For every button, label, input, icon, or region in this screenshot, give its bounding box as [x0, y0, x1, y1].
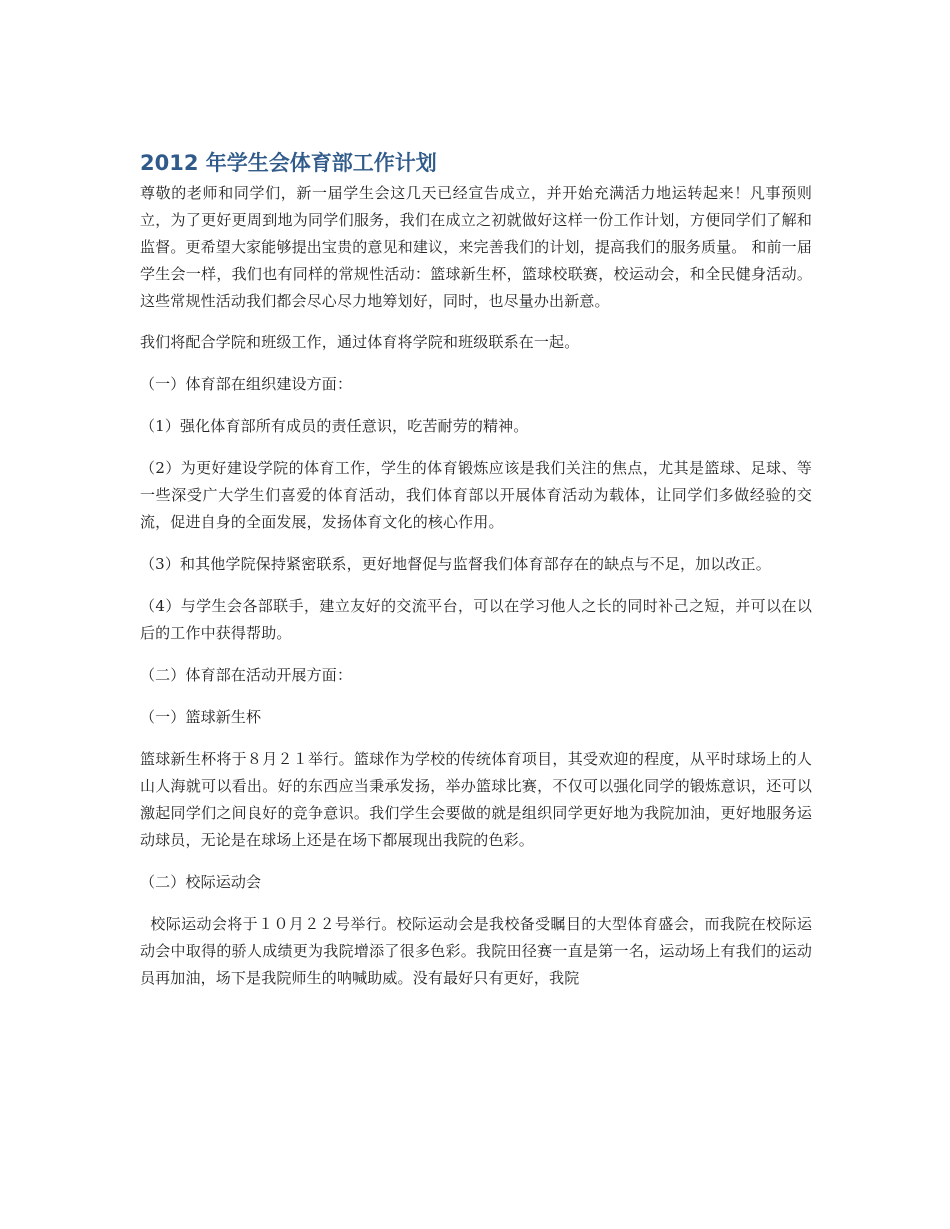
document-page — [140, 148, 812, 1007]
heading-activities: （二）体育部在活动开展方面： — [140, 666, 353, 684]
paragraph-item-1: （1）强化体育部所有成员的责任意识，吃苦耐劳的精神。 — [140, 417, 529, 435]
subheading-sports-meet: （二）校际运动会 — [140, 873, 262, 891]
paragraph-basketball-cup: 篮球新生杯将于８月２１举行。篮球作为学校的传统体育项目，其受欢迎的程度，从平时球场上的人山人海就可以看出。好的东西应当秉承发扬，举办篮球比赛，不仅可以强化同学的锻炼意识，还可以激起同学们之间良好的竞争意识。我们学生会要做的就是组织同学更好地为我院加油，更好地服务运动球员，无论是在球场上还是在场下都展现出我院的色彩。 — [140, 750, 812, 849]
paragraph-sports-meet: 校际运动会将于１０月２２号举行。校际运动会是我校备受瞩目的大型体育盛会，而我院在校际运动会中取得的骄人成绩更为我院增添了很多色彩。我院田径赛一直是第一名，运动场上有我们的运动员再加油，场下是我院师生的呐喊助威。没有最好只有更好，我院 — [140, 915, 812, 987]
paragraph-intro: 尊敬的老师和同学们，新一届学生会这几天已经宣告成立，并开始充满活力地运转起来！凡事预则立，为了更好更周到地为同学们服务，我们在成立之初就做好这样一份工作计划，方便同学们了解和监督。更希望大家能够提出宝贵的意见和建议，来完善我们的计划，提高我们的服务质量。 和前一届学生会一样，我们也有同样的常规性活动：篮球新生杯，篮球校联赛，校运动会，和全民健身活动。这些常规性活动我们都会尽心尽力地筹划好，同时，也尽量办出新意。 — [140, 184, 812, 310]
paragraph-item-2: （2）为更好建设学院的体育工作，学生的体育锻炼应该是我们关注的焦点，尤其是篮球、足球、等一些深受广大学生们喜爱的体育活动，我们体育部以开展体育活动为载体，让同学们多做经验的交流，促进自身的全面发展，发扬体育文化的核心作用。 — [140, 459, 812, 531]
paragraph-item-3: （3）和其他学院保持紧密联系，更好地督促与监督我们体育部存在的缺点与不足，加以改正。 — [140, 555, 771, 573]
document-title: 2012 年学生会体育部工作计划 — [140, 151, 437, 175]
heading-organization: （一）体育部在组织建设方面： — [140, 375, 353, 393]
paragraph-cooperation: 我们将配合学院和班级工作，通过体育将学院和班级联系在一起。 — [140, 333, 580, 351]
paragraph-item-4: （4）与学生会各部联手，建立友好的交流平台，可以在学习他人之长的同时补己之短，并可以在以后的工作中获得帮助。 — [140, 597, 812, 642]
subheading-basketball-cup: （一）篮球新生杯 — [140, 708, 262, 726]
